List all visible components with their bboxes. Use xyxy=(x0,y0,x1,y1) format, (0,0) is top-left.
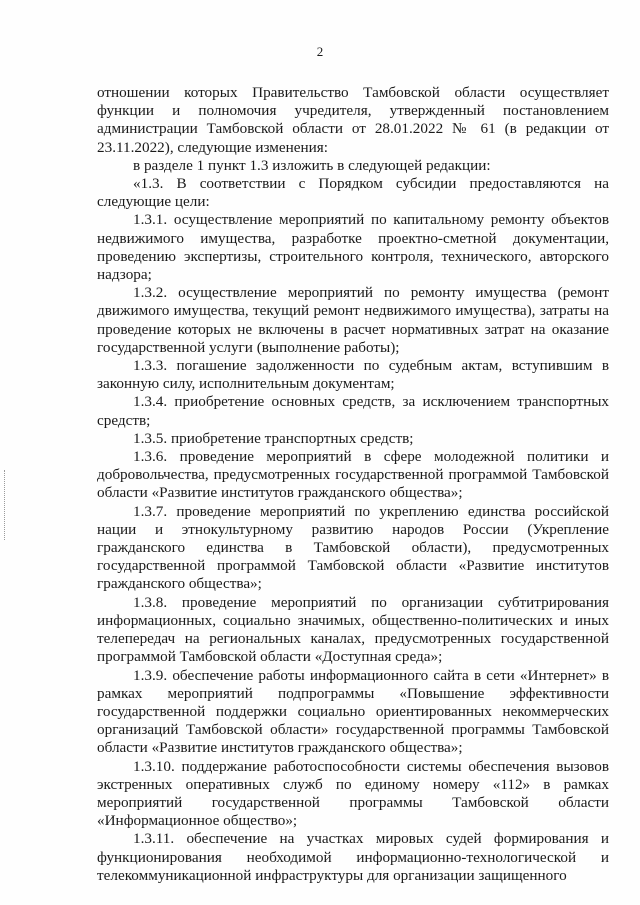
paragraph-1-3: «1.3. В соответствии с Порядком субсидии предоставляются на следующие цели: xyxy=(97,175,609,211)
paragraph-1-3-10: 1.3.10. поддержание работоспособности системы обеспечения вызовов экстренных оперативных служб по единому номеру «112» в рамках мероприятий государственной программы Тамбовской области «Информационное общество»; xyxy=(97,757,609,830)
paragraph-1-3-2: 1.3.2. осуществление мероприятий по ремонту имущества (ремонт движимого имущества, текущий ремонт недвижимого имущества), затраты на проведение которых не включены в расчет нормативных затрат на оказание государственной услуги (выполнение работы); xyxy=(97,284,609,356)
paragraph-1-3-9: 1.3.9. обеспечение работы информационного сайта в сети «Интернет» в рамках мероприятий подпрограммы «Повышение эффективности государственной поддержки социально ориентированных некоммерческих организаций Тамбовской области» государственной программы Тамбовской области «Развитие институтов гражданского общества»; xyxy=(97,666,609,757)
paragraph-1-3-3: 1.3.3. погашение задолженности по судебным актам, вступившим в законную силу, исполнительным документам; xyxy=(97,357,609,393)
paragraph-1-3-1: 1.3.1. осуществление мероприятий по капитальному ремонту объектов недвижимого имущества, разработке проектно-сметной документации, проведению экспертизы, строительного контроля, технического, авторского надзора; xyxy=(97,211,609,284)
page-number: 2 xyxy=(316,44,324,59)
paragraph-section-intro: в разделе 1 пункт 1.3 изложить в следующей редакции: xyxy=(133,156,491,174)
paragraph-1-3-4: 1.3.4. приобретение основных средств, за исключением транспортных средств; xyxy=(97,393,609,429)
paragraph-1-3-7: 1.3.7. проведение мероприятий по укреплению единства российской нации и этнокультурному развитию народов России (Укрепление гражданского единства в Тамбовской области), предусмотренных государственной программой Тамбовской области «Развитие институтов гражданского общества»; xyxy=(97,502,609,593)
margin-scan-marks xyxy=(4,470,8,540)
paragraph-1-3-6: 1.3.6. проведение мероприятий в сфере молодежной политики и добровольчества, предусмотренных государственной программой Тамбовской области «Развитие институтов гражданского общества»; xyxy=(97,448,609,502)
document-body xyxy=(97,84,609,885)
paragraph-continuation: отношении которых Правительство Тамбовской области осуществляет функции и полномочия учредителя, утвержденный постановлением администрации Тамбовской области от 28.01.2022 № 61 (в редакции от 23.11.2022), следующие изменения: xyxy=(97,84,609,156)
paragraph-1-3-5: 1.3.5. приобретение транспортных средств; xyxy=(133,429,414,447)
paragraph-1-3-8: 1.3.8. проведение мероприятий по организации субтитрирования информационных, социально значимых, общественно-политических и иных телепередач на региональных каналах, предусмотренных государственной программой Тамбовской области «Доступная среда»; xyxy=(97,593,609,666)
paragraph-1-3-11: 1.3.11. обеспечение на участках мировых судей формирования и функционирования необходимой информационно-технологической и телекоммуникационной инфраструктуры для организации защищенного xyxy=(97,830,609,884)
